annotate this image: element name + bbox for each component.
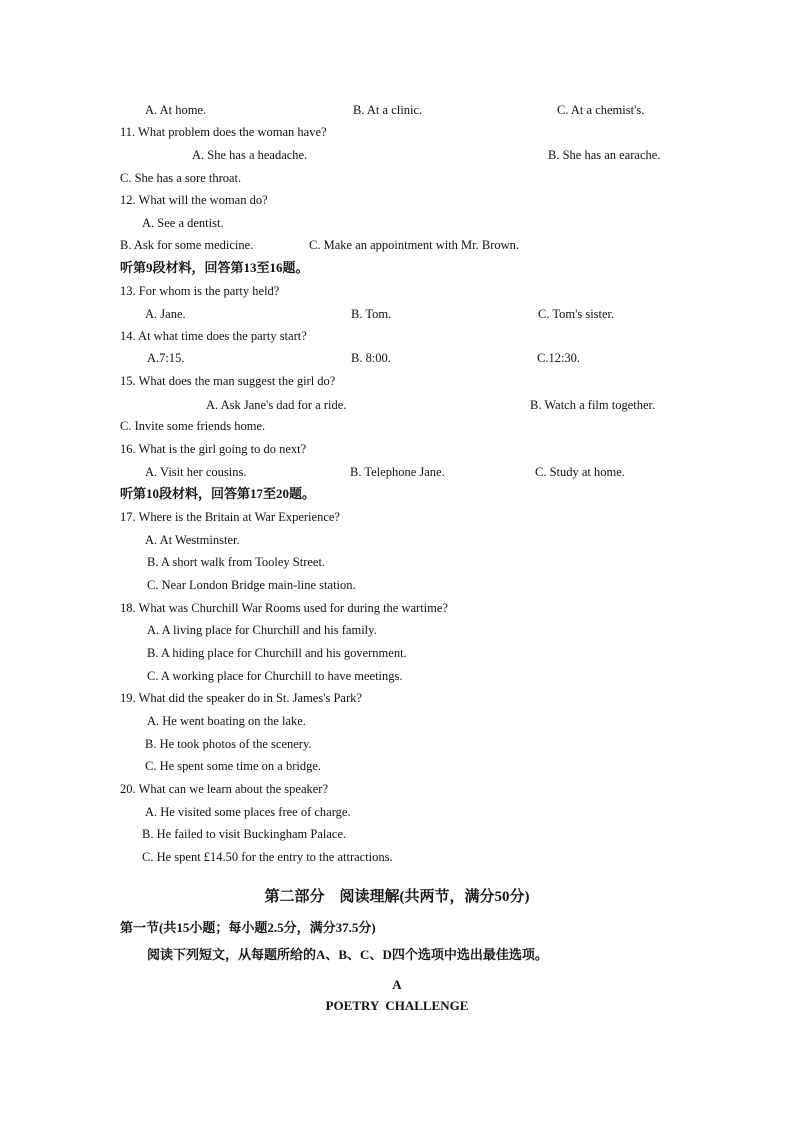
q20-option-a: A. He visited some places free of charge. bbox=[145, 805, 351, 819]
reading-instructions: 阅读下列短文，从每题所给的A、B、C、D四个选项中选出最佳选项。 bbox=[147, 947, 548, 962]
q12-option-c: C. Make an appointment with Mr. Brown. bbox=[309, 238, 520, 252]
q10-option-c: C. At a chemist's. bbox=[557, 103, 645, 117]
q17-option-b: B. A short walk from Tooley Street. bbox=[147, 555, 326, 569]
q12-option-a: A. See a dentist. bbox=[142, 216, 224, 230]
q13-option-a: A. Jane. bbox=[145, 307, 186, 321]
q19-stem: 19. What did the speaker do in St. James's Park? bbox=[120, 691, 362, 705]
q18-stem: 18. What was Churchill War Rooms used for during the wartime? bbox=[120, 601, 448, 615]
q16-stem: 16. What is the girl going to do next? bbox=[120, 442, 307, 456]
q16-option-a: A. Visit her cousins. bbox=[145, 465, 247, 479]
q13-option-c: C. Tom's sister. bbox=[538, 307, 615, 321]
q18-option-a: A. A living place for Churchill and his family. bbox=[147, 623, 377, 637]
passage-title: POETRY CHALLENGE bbox=[325, 998, 469, 1013]
q13-stem: 13. For whom is the party held? bbox=[120, 284, 280, 298]
q11-option-c: C. She has a sore throat. bbox=[120, 171, 242, 185]
q19-option-a: A. He went boating on the lake. bbox=[147, 714, 306, 728]
q16-option-b: B. Telephone Jane. bbox=[350, 465, 445, 479]
q15-option-a: A. Ask Jane's dad for a ride. bbox=[206, 398, 347, 412]
q14-stem: 14. At what time does the party start? bbox=[120, 329, 307, 343]
q17-stem: 17. Where is the Britain at War Experience? bbox=[120, 510, 340, 524]
q10-option-a: A. At home. bbox=[145, 103, 207, 117]
part2-heading: 第二部分 阅读理解(共两节，满分50分) bbox=[264, 889, 530, 905]
q19-option-b: B. He took photos of the scenery. bbox=[145, 737, 312, 751]
q19-option-c: C. He spent some time on a bridge. bbox=[145, 759, 322, 773]
q10-option-b: B. At a clinic. bbox=[353, 103, 423, 117]
q20-option-c: C. He spent £14.50 for the entry to the attractions. bbox=[142, 850, 393, 864]
q20-option-b: B. He failed to visit Buckingham Palace. bbox=[142, 827, 347, 841]
q17-option-a: A. At Westminster. bbox=[145, 533, 240, 547]
q15-option-b: B. Watch a film together. bbox=[530, 398, 656, 412]
section9-heading: 听第9段材料，回答第13至16题。 bbox=[120, 260, 309, 275]
q18-option-c: C. A working place for Churchill to have meetings. bbox=[147, 669, 403, 683]
q16-option-c: C. Study at home. bbox=[535, 465, 625, 479]
q11-option-b: B. She has an earache. bbox=[548, 148, 661, 162]
q17-option-c: C. Near London Bridge main-line station. bbox=[147, 578, 356, 592]
q11-option-a: A. She has a headache. bbox=[192, 148, 308, 162]
q20-stem: 20. What can we learn about the speaker? bbox=[120, 782, 329, 796]
q13-option-b: B. Tom. bbox=[351, 307, 392, 321]
q14-option-b: B. 8:00. bbox=[351, 351, 391, 365]
q18-option-b: B. A hiding place for Churchill and his government. bbox=[147, 646, 407, 660]
q15-stem: 15. What does the man suggest the girl do? bbox=[120, 374, 336, 388]
section1-heading: 第一节(共15小题；每小题2.5分，满分37.5分) bbox=[120, 920, 376, 935]
q14-option-c: C.12:30. bbox=[537, 351, 581, 365]
q15-option-c: C. Invite some friends home. bbox=[120, 419, 266, 433]
passage-letter: A bbox=[392, 977, 402, 992]
q12-stem: 12. What will the woman do? bbox=[120, 193, 268, 207]
q11-stem: 11. What problem does the woman have? bbox=[120, 125, 327, 139]
q14-option-a: A.7:15. bbox=[147, 351, 185, 365]
q12-option-b: B. Ask for some medicine. bbox=[120, 238, 254, 252]
section10-heading: 听第10段材料，回答第17至20题。 bbox=[120, 486, 316, 501]
